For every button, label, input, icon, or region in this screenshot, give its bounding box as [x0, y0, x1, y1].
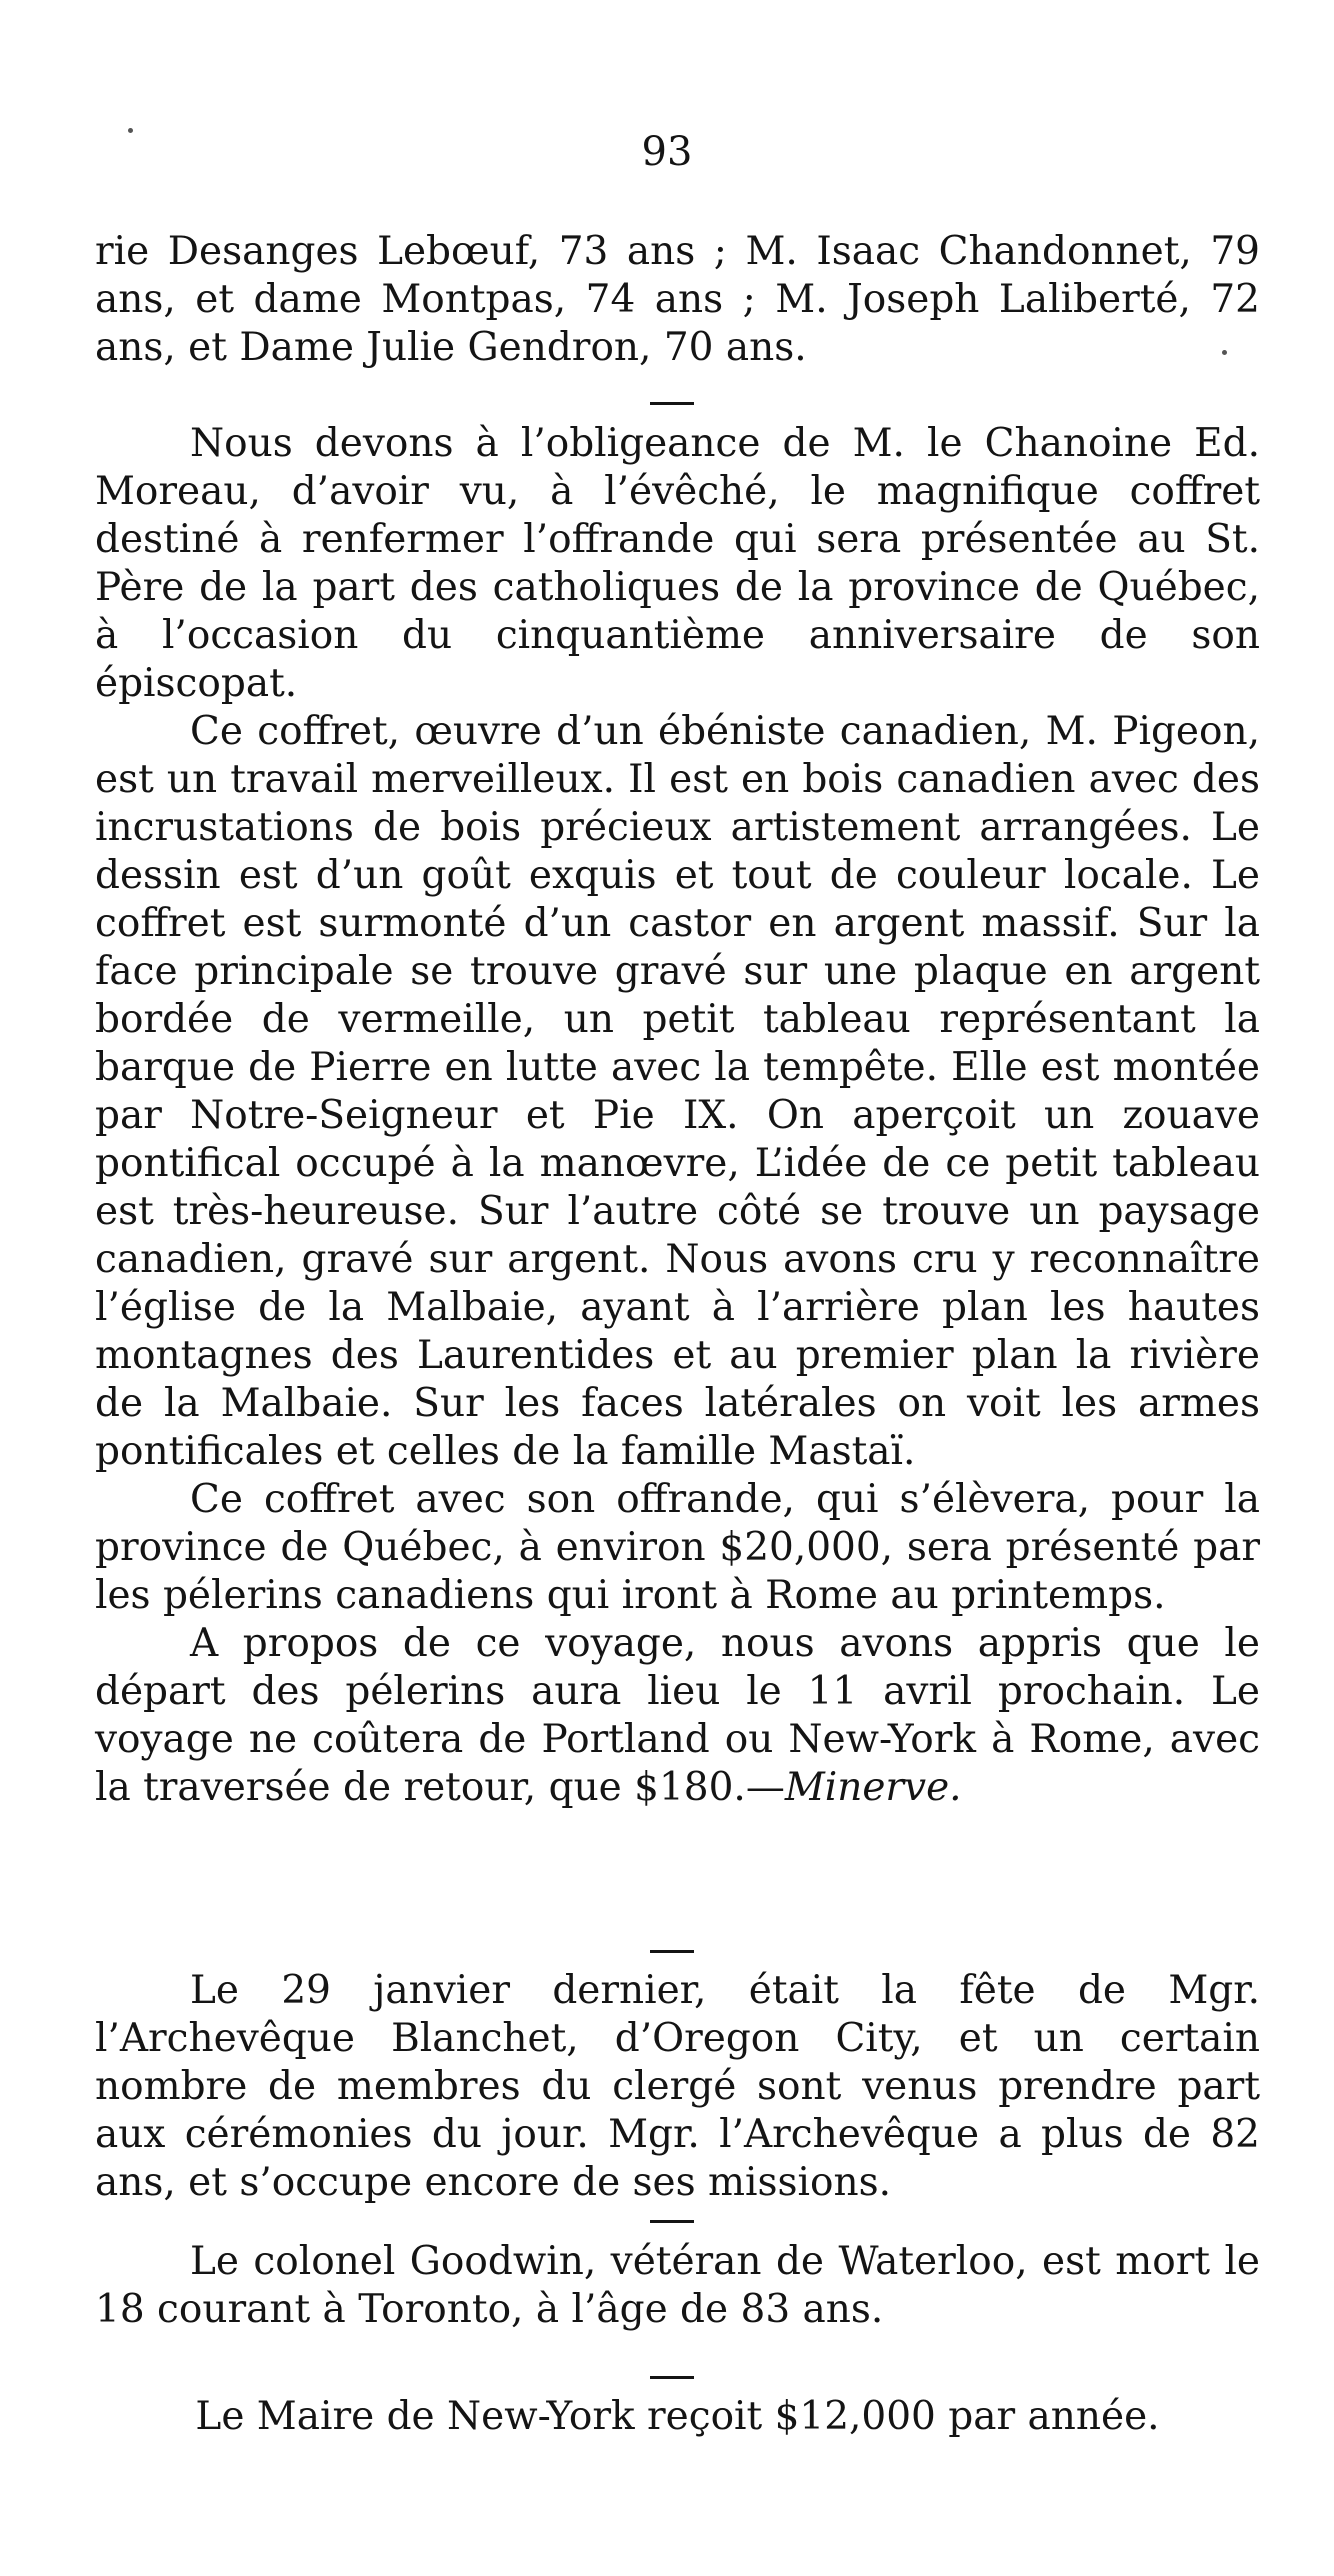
- obituary-text: rie Desanges Lebœuf, 73 ans ; M. Isaac Chandonnet, 79 ans, et dame Montpas, 74 ans ; M. Joseph Laliberté, 72 ans, et Dame Julie Gendron, 70 ans.: [95, 229, 1260, 370]
- page-number: 93: [641, 129, 693, 175]
- blanchet-article: [95, 1967, 1260, 2207]
- maire-article: [95, 2393, 1260, 2441]
- coffret-paragraph-3: Ce coffret avec son offrande, qui s’élèvera, pour la province de Québec, à environ $20,000, sera présenté par les pélerins canadiens qui iront à Rome au printemps.: [95, 1477, 1260, 1618]
- coffret-paragraph-1: Nous devons à l’obligeance de M. le Chanoine Ed. Moreau, d’avoir vu, à l’évêché, le magnifique coffret destiné à renfermer l’offrande qui sera présentée au St. Père de la part des catholiques de la province de Québec, à l’occasion du cinquantième anniversaire de son épiscopat.: [95, 421, 1260, 706]
- section-divider: [650, 2220, 694, 2223]
- section-divider: [650, 2376, 694, 2379]
- maire-paragraph: Le Maire de New-York reçoit $12,000 par année.: [195, 2394, 1160, 2439]
- coffret-paragraph-2: Ce coffret, œuvre d’un ébéniste canadien, M. Pigeon, est un travail merveilleux. Il est en bois canadien avec des incrustations de bois précieux artistement arrangées. Le dessin est d’un goût exquis et tout de couleur locale. Le coffret est surmonté d’un castor en argent massif. Sur la face principale se trouve gravé sur une plaque en argent bordée de vermeille, un petit tableau représentant la barque de Pierre en lutte avec la tempête. Elle est montée par Notre-Seigneur et Pie IX. On aperçoit un zouave pontifical occupé à la manœvre, L’idée de ce petit tableau est très-heureuse. Sur l’autre côté se trouve un paysage canadien, gravé sur argent. Nous avons cru y reconnaître l’église de la Malbaie, ayant à l’arrière plan les hautes montagnes des Laurentides et au premier plan la rivière de la Malbaie. Sur les faces latérales on voit les armes pontificales et celles de la famille Mastaï.: [95, 709, 1260, 1474]
- section-divider: [650, 402, 694, 405]
- obituary-paragraph: [95, 228, 1260, 372]
- coffret-paragraph-4: [95, 1620, 1260, 1812]
- goodwin-article: [95, 2238, 1260, 2334]
- coffret-article: [95, 420, 1260, 1812]
- section-divider: [650, 1950, 694, 1953]
- blanchet-paragraph: Le 29 janvier dernier, était la fête de Mgr. l’Archevêque Blanchet, d’Oregon City, et un certain nombre de membres du clergé sont venus prendre part aux cérémonies du jour. Mgr. l’Archevêque a plus de 82 ans, et s’occupe encore de ses missions.: [95, 1968, 1260, 2205]
- goodwin-paragraph: Le colonel Goodwin, vétéran de Waterloo, est mort le 18 courant à Toronto, à l’âge de 83 ans.: [95, 2239, 1260, 2332]
- coffret-paragraph-4-text: A propos de ce voyage, nous avons appris que le départ des pélerins aura lieu le 11 avril prochain. Le voyage ne coûtera de Portland ou New-York à Rome, avec la traversée de retour, que $180.—: [95, 1621, 1260, 1810]
- source-attribution: Minerve.: [784, 1765, 962, 1810]
